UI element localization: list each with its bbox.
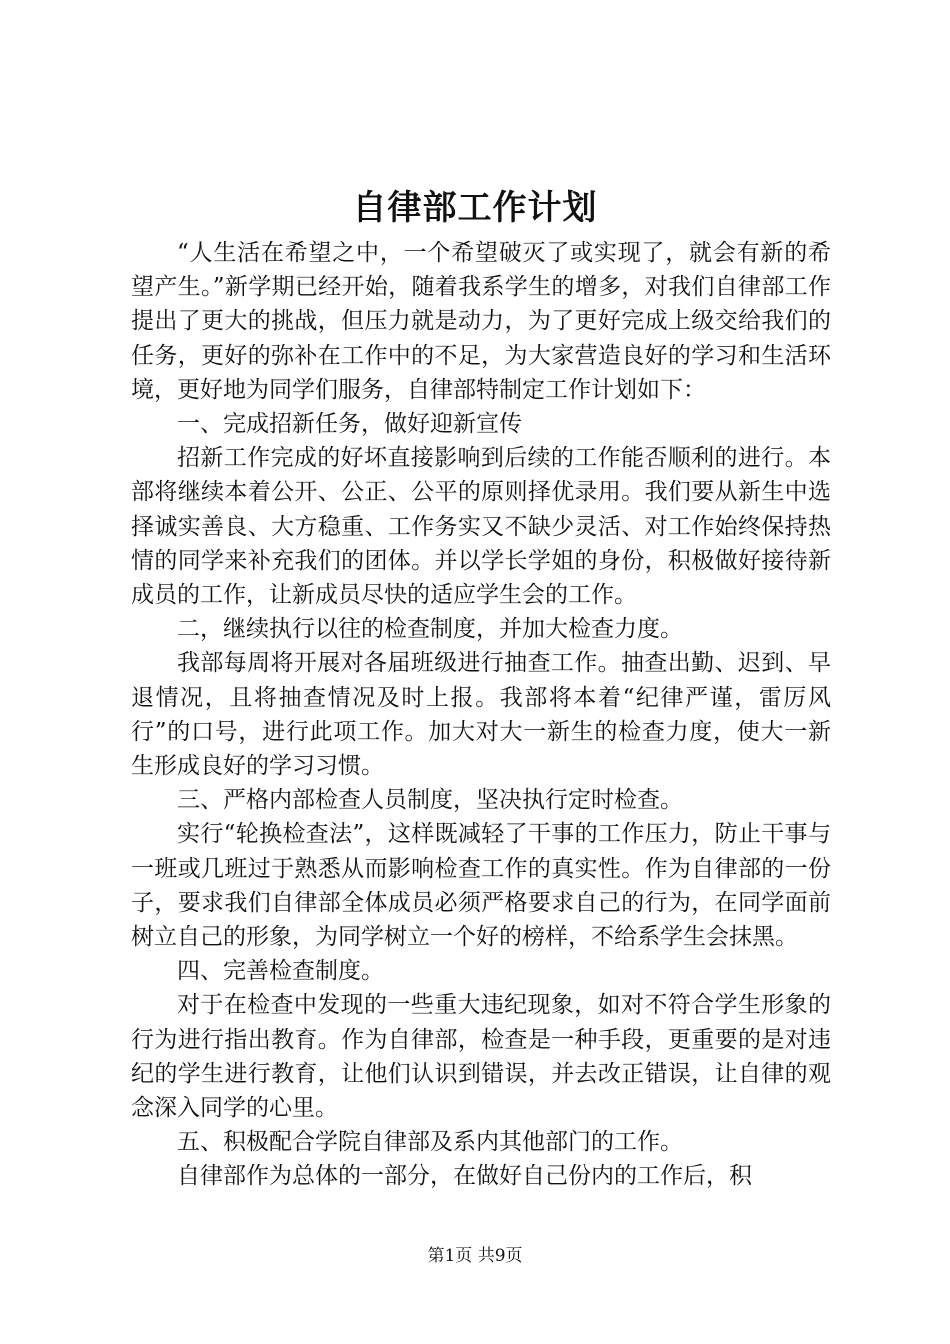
section-heading-3: 三、严格内部检查人员制度，坚决执行定时检查。 — [177, 787, 683, 814]
page-footer: 第1页 共9页 — [427, 1246, 523, 1266]
section-paragraph-4: 对于在检查中发现的一些重大违纪现象，如对不符合学生形象的行为进行指出教育。作为自律部，检查是一种手段，更重要的是对违纪的学生进行教育，让他们认识到错误，并去改正错误，让自律的观念深入同学的心里。 — [131, 992, 831, 1122]
section-paragraph-1: 招新工作完成的好坏直接影响到后续的工作能否顺利的进行。本部将继续本着公开、公正、公平的原则择优录用。我们要从新生中选择诚实善良、大方稳重、工作务实又不缺少灵活、对工作始终保持热情的同学来补充我们的团体。并以学长学姐的身份，积极做好接待新成员的工作，让新成员尽快的适应学生会的工作。 — [131, 445, 831, 609]
section-heading-2: 二，继续执行以往的检查制度，并加大检查力度。 — [177, 616, 683, 643]
section-heading-1: 一、完成招新任务，做好迎新宣传 — [177, 411, 522, 438]
section-heading-5: 五、积极配合学院自律部及系内其他部门的工作。 — [177, 1129, 683, 1156]
section-paragraph-2: 我部每周将开展对各届班级进行抽查工作。抽查出勤、迟到、早退情况，且将抽查情况及时上报。我部将本着“纪律严谨，雷厉风行”的口号，进行此项工作。加大对大一新生的检查力度，使大一新生形成良好的学习习惯。 — [131, 650, 831, 780]
page-title: 自律部工作计划 — [352, 188, 598, 228]
section-paragraph-5: 自律部作为总体的一部分，在做好自己份内的工作后，积 — [177, 1163, 752, 1190]
document-body — [131, 236, 831, 1194]
section-heading-4: 四、完善检查制度。 — [177, 958, 384, 985]
section-paragraph-3: 实行“轮换检查法”，这样既减轻了干事的工作压力，防止干事与一班或几班过于熟悉从而影响检查工作的真实性。作为自律部的一份子，要求我们自律部全体成员必须严格要求自己的行为，在同学面前树立自己的形象，为同学树立一个好的榜样，不给系学生会抹黑。 — [131, 821, 831, 951]
intro-paragraph: “人生活在希望之中，一个希望破灭了或实现了，就会有新的希望产生。”新学期已经开始，随着我系学生的增多，对我们自律部工作提出了更大的挑战，但压力就是动力，为了更好完成上级交给我们的任务，更好的弥补在工作中的不足，为大家营造良好的学习和生活环境，更好地为同学们服务，自律部特制定工作计划如下： — [131, 240, 831, 403]
